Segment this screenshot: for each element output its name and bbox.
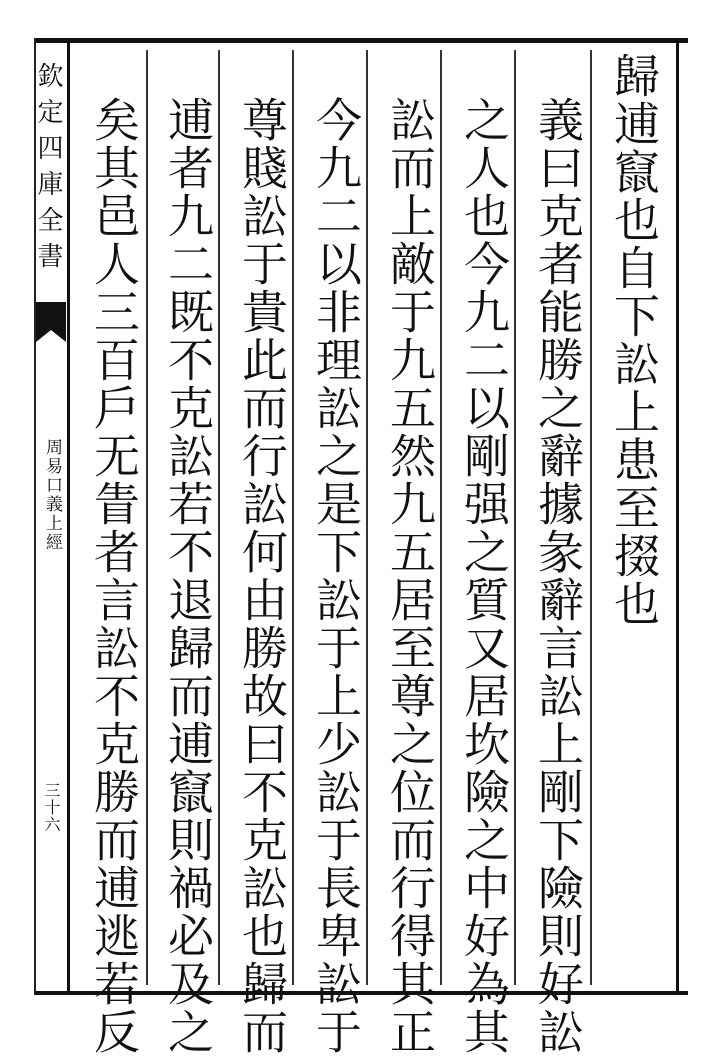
text-column-3: 之人也今九二以剛强之質又居坎險之中好為其 [457,96,511,1056]
text-column-6: 尊賤訟于貴此而行訟何由勝故曰不克訟也歸而 [235,96,289,1056]
text-column-1: 歸逋竄也自下訟上患至掇也 [607,52,661,628]
fish-tail-mark [36,302,66,342]
text-column-7: 逋者九二既不克訟若不退歸而逋竄則禍必及之 [161,96,215,1056]
book-title: 欽定四庫全書 [33,62,63,278]
frame-right-border [676,38,679,995]
page-number: 三十六 [42,782,61,833]
text-column-5: 今九二以非理訟之是下訟于上少訟于長卑訟于 [309,96,363,1056]
margin-divider [67,38,70,995]
text-column-4: 訟而上敵于九五然九五居至尊之位而行得其正 [383,96,437,1056]
section-title: 周易口義上經 [42,438,62,552]
text-column-2: 義曰克者能勝之辭據彖辭言訟上剛下險則好訟 [531,96,585,1056]
frame-top-border [34,38,688,43]
text-column-8: 矣其邑人三百戶无眚者言訟不克勝而逋逃若反 [87,96,141,1056]
